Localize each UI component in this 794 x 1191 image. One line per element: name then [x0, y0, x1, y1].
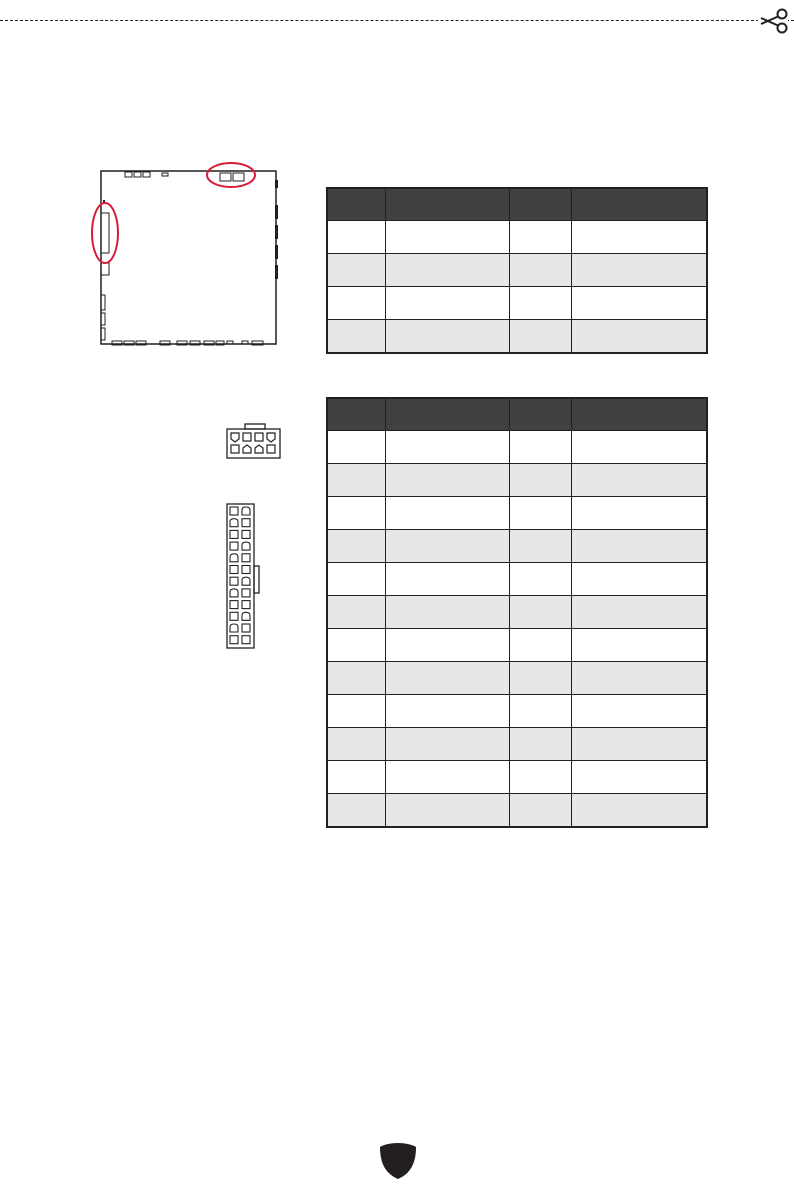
table-row [327, 254, 707, 287]
table-row [327, 728, 707, 761]
table-cell [327, 254, 385, 287]
table-cell [385, 728, 509, 761]
table-cell [509, 596, 571, 629]
table-row [327, 530, 707, 563]
header-cell [385, 398, 509, 431]
connector-pin [242, 612, 250, 620]
table-cell [509, 287, 571, 320]
table-cell [385, 596, 509, 629]
table-cell [571, 287, 707, 320]
table-cell [509, 431, 571, 464]
table-cell [571, 221, 707, 254]
table-row [327, 794, 707, 828]
table-cell [509, 464, 571, 497]
table-cell [571, 662, 707, 695]
table-cell [571, 695, 707, 728]
table-cell [385, 431, 509, 464]
header-cell [327, 188, 385, 221]
table-cell [385, 254, 509, 287]
table-cell [571, 563, 707, 596]
table-cell [385, 464, 509, 497]
cut-line [0, 20, 794, 21]
table-cell [509, 662, 571, 695]
connector-pin [242, 530, 250, 538]
connector-pin [242, 589, 250, 597]
connector-pin [242, 624, 250, 632]
table-cell [385, 221, 509, 254]
table-cell [327, 464, 385, 497]
table-cell [571, 629, 707, 662]
table-cell [385, 530, 509, 563]
connector-pin [230, 624, 238, 632]
connector-pin [230, 589, 238, 597]
connector-pin [230, 542, 238, 550]
table-row [327, 320, 707, 354]
connector-pin [242, 577, 250, 585]
connector-pin [242, 542, 250, 550]
table-cell [327, 662, 385, 695]
table-cell [327, 596, 385, 629]
table-cell [571, 761, 707, 794]
table-row [327, 497, 707, 530]
table-cell [327, 794, 385, 828]
table-cell [509, 221, 571, 254]
table-cell [327, 221, 385, 254]
table-cell [571, 320, 707, 354]
table-row [327, 563, 707, 596]
connector-pin [230, 612, 238, 620]
connector-pin [242, 519, 250, 527]
table-cell [327, 629, 385, 662]
table-row [327, 431, 707, 464]
table-cell [571, 254, 707, 287]
table-row [327, 221, 707, 254]
connector-pin [230, 519, 238, 527]
table-cell [571, 794, 707, 828]
table-header-row [327, 398, 707, 431]
connector-pin [230, 636, 238, 644]
connector-pin [242, 566, 250, 574]
table-row [327, 695, 707, 728]
table-cell [571, 596, 707, 629]
header-cell [327, 398, 385, 431]
connector-pin [242, 601, 250, 609]
table-cell [327, 320, 385, 354]
table-cell [385, 497, 509, 530]
table-cell [385, 761, 509, 794]
table-row [327, 287, 707, 320]
header-cell [509, 188, 571, 221]
table-row [327, 464, 707, 497]
connector-8pin-diagram [226, 423, 282, 459]
header-cell [571, 188, 707, 221]
table-cell [509, 629, 571, 662]
table-cell [327, 761, 385, 794]
connector-24pin-diagram [226, 503, 264, 649]
highlight-marks [80, 155, 270, 270]
connector-pin [230, 554, 238, 562]
table-cell [385, 287, 509, 320]
table-cell [385, 320, 509, 354]
table-row [327, 629, 707, 662]
table-cell [509, 728, 571, 761]
table-row [327, 761, 707, 794]
table-cell [385, 695, 509, 728]
header-cell [385, 188, 509, 221]
table-cell [327, 728, 385, 761]
connector-pin [242, 554, 250, 562]
table-cell [327, 695, 385, 728]
table-row [327, 596, 707, 629]
table-cell [509, 254, 571, 287]
table-cell [509, 530, 571, 563]
connector-pin [230, 507, 238, 515]
header-cell [571, 398, 707, 431]
table-cell [327, 287, 385, 320]
table-cell [327, 563, 385, 596]
table-cell [509, 794, 571, 828]
header-cell [509, 398, 571, 431]
table-cell [509, 761, 571, 794]
table-cell [509, 695, 571, 728]
connector-pin [230, 530, 238, 538]
table-cell [571, 728, 707, 761]
table-cell [327, 497, 385, 530]
highlight-ellipse-24pin [92, 203, 118, 263]
connector-pin [230, 577, 238, 585]
pin-table-8pin [326, 187, 708, 354]
table-cell [509, 320, 571, 354]
shield-logo [378, 1141, 418, 1181]
table-cell [327, 431, 385, 464]
connector-pin [230, 566, 238, 574]
table-cell [509, 497, 571, 530]
table-cell [327, 530, 385, 563]
table-cell [571, 497, 707, 530]
table-cell [385, 629, 509, 662]
table-cell [385, 794, 509, 828]
pin-table-24pin [326, 397, 708, 828]
connector-pin [242, 507, 250, 515]
table-cell [571, 431, 707, 464]
table-cell [509, 563, 571, 596]
table-cell [571, 530, 707, 563]
table-row [327, 662, 707, 695]
table-cell [385, 563, 509, 596]
highlight-ellipse-8pin [207, 163, 255, 187]
table-cell [385, 662, 509, 695]
scissors-icon [758, 6, 788, 36]
connector-pin [242, 636, 250, 644]
table-cell [571, 464, 707, 497]
connector-pin [230, 601, 238, 609]
table-header-row [327, 188, 707, 221]
